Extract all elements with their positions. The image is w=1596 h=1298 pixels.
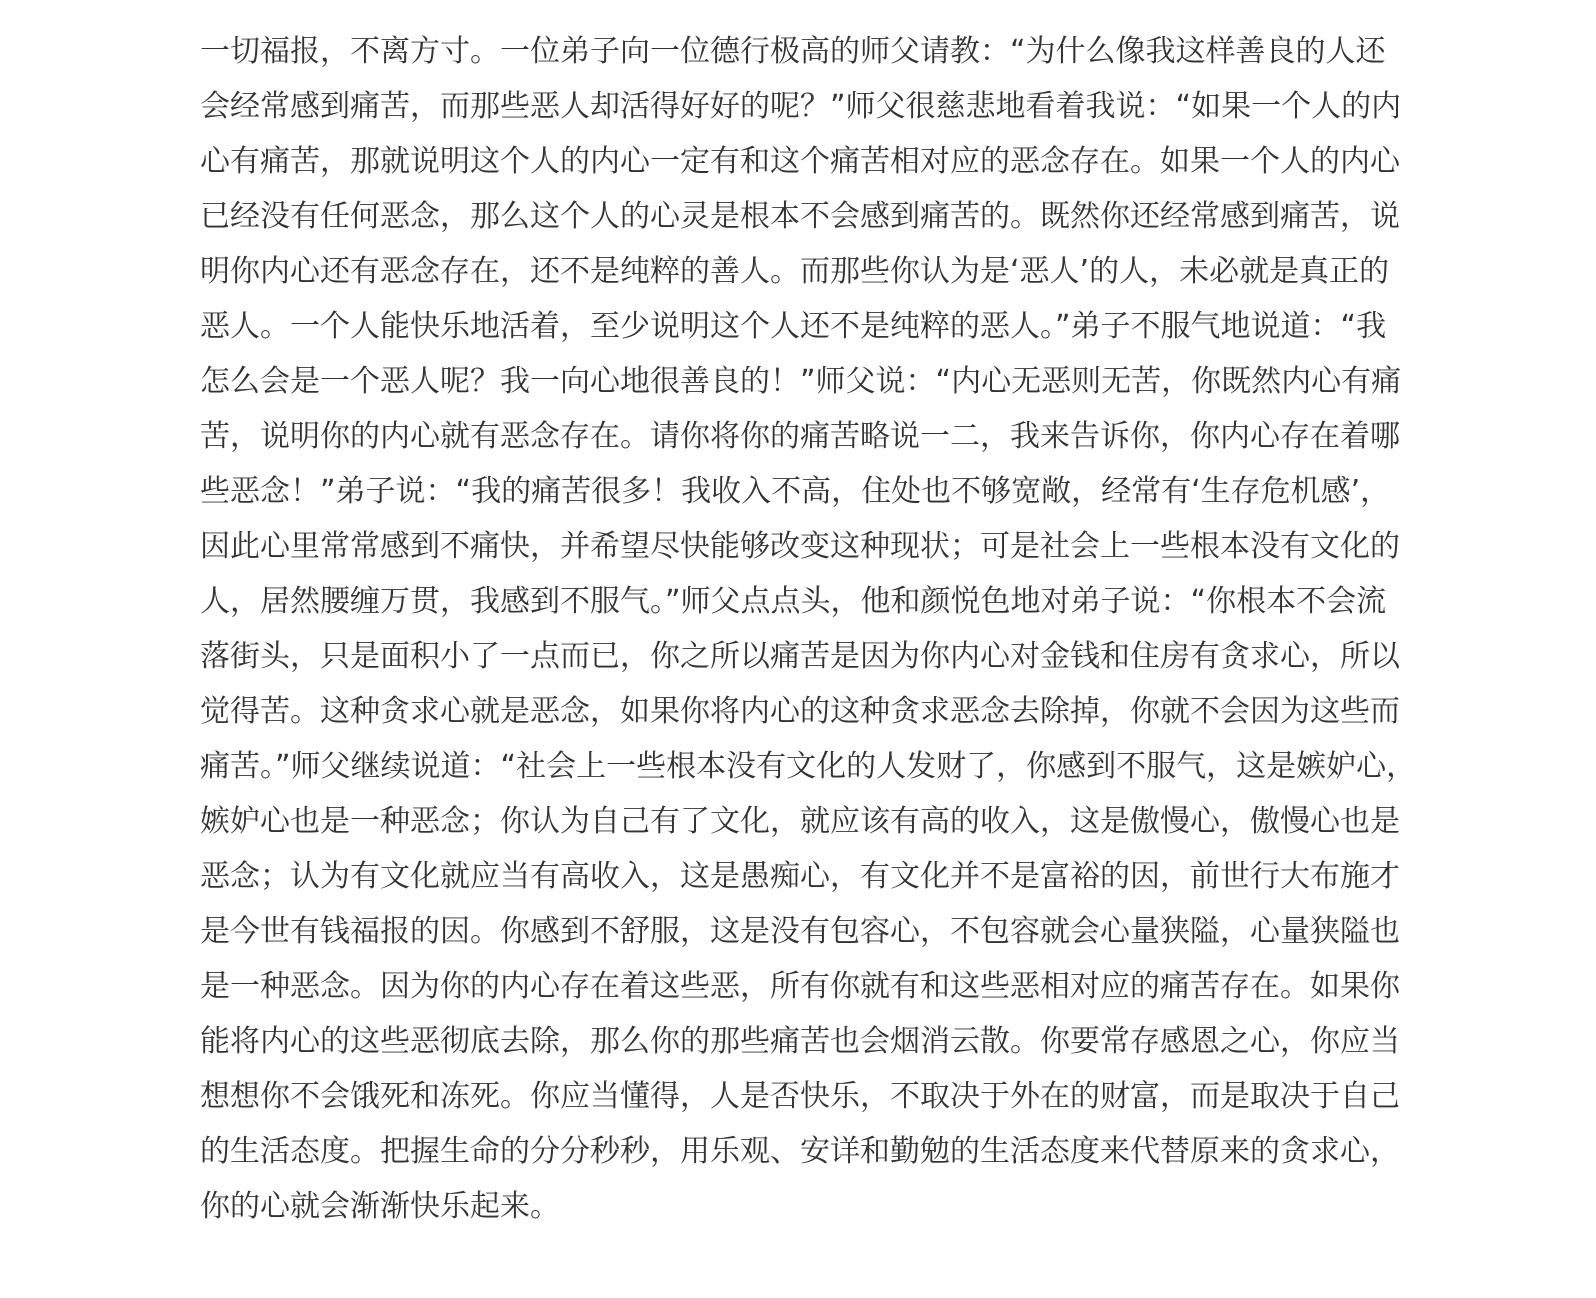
text-line: 是一种恶念。因为你的内心存在着这些恶，所有你就有和这些恶相对应的痛苦存在。如果你 <box>200 969 1400 1004</box>
text-line: 恶人。一个人能快乐地活着，至少说明这个人还不是纯粹的恶人。”弟子不服气地说道：“我 <box>200 309 1387 344</box>
text-line: 人，居然腰缠万贯，我感到不服气。”师父点点头，他和颜悦色地对弟子说：“你根本不会流 <box>200 584 1387 619</box>
text-line: 恶念；认为有文化就应当有高收入，这是愚痴心，有文化并不是富裕的因，前世行大布施才 <box>200 859 1400 894</box>
text-line: 怎么会是一个恶人呢？我一向心地很善良的！”师父说：“内心无恶则无苦，你既然内心有痛 <box>200 364 1402 399</box>
text-line: 能将内心的这些恶彻底去除，那么你的那些痛苦也会烟消云散。你要常存感恩之心，你应当 <box>200 1024 1400 1059</box>
text-line: 些恶念！”弟子说：“我的痛苦很多！我收入不高，住处也不够宽敞，经常有‘生存危机感’， <box>200 474 1391 509</box>
text-line: 觉得苦。这种贪求心就是恶念，如果你将内心的这种贪求恶念去除掉，你就不会因为这些而 <box>200 694 1400 729</box>
text-line: 是今世有钱福报的因。你感到不舒服，这是没有包容心，不包容就会心量狭隘，心量狭隘也 <box>200 914 1400 949</box>
text-line: 一切福报，不离方寸。一位弟子向一位德行极高的师父请教：“为什么像我这样善良的人还 <box>200 34 1386 69</box>
text-line: 因此心里常常感到不痛快，并希望尽快能够改变这种现状；可是社会上一些根本没有文化的 <box>200 529 1400 564</box>
text-line: 已经没有任何恶念，那么这个人的心灵是根本不会感到痛苦的。既然你还经常感到痛苦，说 <box>200 199 1400 234</box>
text-line: 嫉妒心也是一种恶念；你认为自己有了文化，就应该有高的收入，这是傲慢心，傲慢心也是 <box>200 804 1400 839</box>
article-body <box>200 24 1456 1234</box>
text-line: 苦，说明你的内心就有恶念存在。请你将你的痛苦略说一二，我来告诉你，你内心存在着哪 <box>200 419 1400 454</box>
text-line: 的生活态度。把握生命的分分秒秒，用乐观、安详和勤勉的生活态度来代替原来的贪求心， <box>200 1134 1400 1169</box>
text-line: 落街头，只是面积小了一点而已，你之所以痛苦是因为你内心对金钱和住房有贪求心，所以 <box>200 639 1400 674</box>
text-line: 会经常感到痛苦，而那些恶人却活得好好的呢？”师父很慈悲地看着我说：“如果一个人的内 <box>200 89 1402 124</box>
text-line: 痛苦。”师父继续说道：“社会上一些根本没有文化的人发财了，你感到不服气，这是嫉妒心， <box>200 749 1417 784</box>
text-line: 想想你不会饿死和冻死。你应当懂得，人是否快乐，不取决于外在的财富，而是取决于自己 <box>200 1079 1400 1114</box>
text-line: 你的心就会渐渐快乐起来。 <box>200 1189 560 1224</box>
text-line: 明你内心还有恶念存在，还不是纯粹的善人。而那些你认为是‘恶人’的人，未必就是真正的 <box>200 254 1390 289</box>
text-line: 心有痛苦，那就说明这个人的内心一定有和这个痛苦相对应的恶念存在。如果一个人的内心 <box>200 144 1400 179</box>
